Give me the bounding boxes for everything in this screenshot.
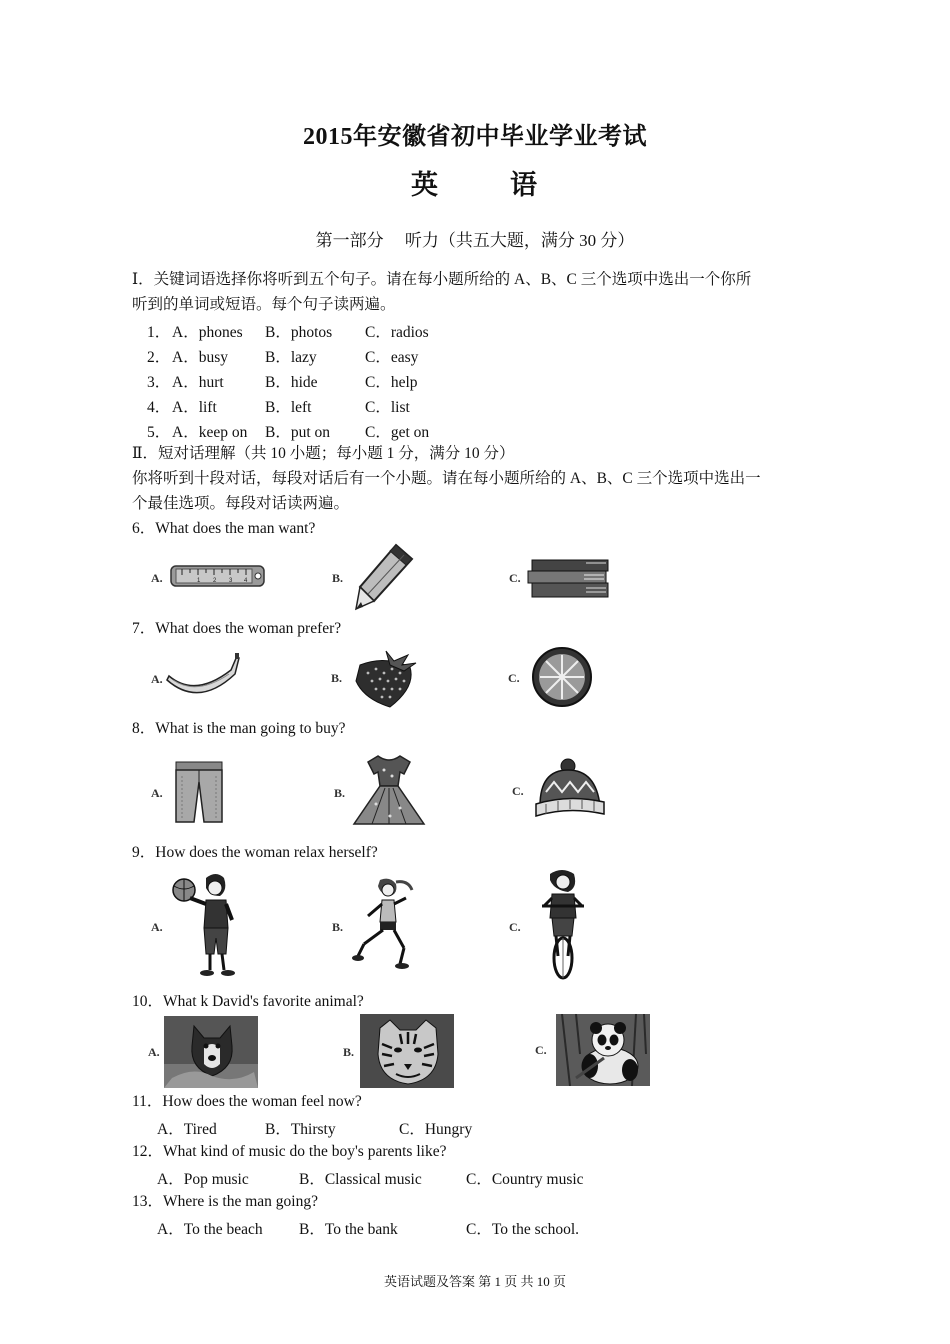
option-b: B．Thirsty	[265, 1121, 336, 1138]
page-footer: 英语试题及答案 第 1 页 共 10 页	[383, 1274, 566, 1289]
question-6: 6．What does the man want?	[132, 520, 316, 537]
girl-basketball-icon	[170, 870, 242, 982]
books-icon	[526, 556, 612, 602]
section2-intro-line2: 个最佳选项。每段对话读两遍。	[132, 495, 350, 512]
item-number: 3．	[147, 374, 171, 391]
pencil-icon	[352, 543, 416, 613]
tiger-photo	[360, 1014, 454, 1088]
jeans-icon	[172, 760, 226, 824]
ruler-tick-label: 1	[197, 578, 201, 584]
q7-label-b: B.	[331, 671, 343, 685]
question-7: 7．What does the woman prefer?	[132, 620, 342, 637]
q9-label-b: B.	[332, 920, 344, 934]
wool-hat-icon	[532, 758, 608, 820]
option-c: C．easy	[365, 349, 419, 366]
section1-intro-line2: 听到的单词或短语。每个句子读两遍。	[132, 296, 396, 313]
option-a: A．phones	[172, 324, 243, 341]
page-title: 2015年安徽省初中毕业学业考试	[303, 124, 647, 150]
q8-label-c: C.	[512, 784, 524, 798]
ruler-tick-label: 2	[213, 578, 217, 584]
q6-label-c: C.	[509, 571, 521, 585]
dog-photo	[164, 1016, 258, 1088]
question-13: 13．Where is the man going?	[132, 1193, 318, 1210]
option-c: C．Hungry	[399, 1121, 473, 1138]
option-c: C．Country music	[466, 1171, 584, 1188]
option-c: C．list	[365, 399, 410, 416]
option-a: A．hurt	[172, 374, 224, 391]
option-a: A．keep on	[172, 424, 248, 441]
q8-label-a: A.	[151, 786, 163, 800]
banana-icon	[165, 652, 241, 700]
q6-label-b: B.	[332, 571, 344, 585]
option-b: B．To the bank	[299, 1221, 398, 1238]
strawberry-icon	[350, 647, 420, 711]
question-9: 9．How does the woman relax herself?	[132, 844, 378, 861]
question-10: 10．What k David's favorite animal?	[132, 993, 364, 1010]
option-c: C．help	[365, 374, 418, 391]
part-heading: 第一部分 听力（共五大题，满分 30 分）	[315, 231, 635, 250]
option-a: A．To the beach	[157, 1221, 263, 1238]
girl-cycling-icon	[538, 866, 588, 982]
subject-title	[0, 163, 950, 202]
q7-label-a: A.	[151, 672, 163, 686]
q9-label-a: A.	[151, 920, 163, 934]
option-b: B．left	[265, 399, 312, 416]
q9-label-c: C.	[509, 920, 521, 934]
option-c: C．get on	[365, 424, 430, 441]
ruler-tick-label: 4	[244, 578, 248, 584]
q10-label-b: B.	[343, 1045, 355, 1059]
option-a: A．Tired	[157, 1121, 217, 1138]
option-a: A．Pop music	[157, 1171, 249, 1188]
option-a: A．lift	[172, 399, 217, 416]
option-c: C．radios	[365, 324, 429, 341]
question-12: 12．What kind of music do the boy's parents like?	[132, 1143, 447, 1160]
option-b: B．lazy	[265, 349, 317, 366]
subject-char-1: 英	[411, 170, 440, 200]
item-number: 4．	[147, 399, 171, 416]
subject-char-2: 语	[510, 170, 539, 200]
q10-label-c: C.	[535, 1043, 547, 1057]
option-b: B．photos	[265, 324, 333, 341]
ruler-tick-label: 3	[229, 578, 233, 584]
q6-label-a: A.	[151, 571, 163, 585]
section2-intro-line1: 你将听到十段对话，每段对话后有一个小题。请在每小题所给的 A、B、C 三个选项中选出一	[132, 470, 761, 487]
section2-heading: Ⅱ．短对话理解（共 10 小题；每小题 1 分，满分 10 分）	[132, 445, 515, 462]
option-b: B．hide	[265, 374, 318, 391]
option-c: C．To the school.	[466, 1221, 580, 1238]
dress-icon	[350, 752, 428, 828]
option-b: B．put on	[265, 424, 331, 441]
question-8: 8．What is the man going to buy?	[132, 720, 346, 737]
q7-label-c: C.	[508, 671, 520, 685]
option-b: B．Classical music	[299, 1171, 422, 1188]
q10-label-a: A.	[148, 1045, 160, 1059]
section1-intro-line1: Ⅰ．关键词语选择你将听到五个句子。请在每小题所给的 A、B、C 三个选项中选出一个你所	[132, 271, 752, 288]
girl-running-icon	[350, 876, 422, 972]
q8-label-b: B.	[334, 786, 346, 800]
orange-icon	[530, 645, 594, 709]
option-a: A．busy	[172, 349, 228, 366]
question-11: 11．How does the woman feel now?	[132, 1093, 362, 1110]
item-number: 5．	[147, 424, 171, 441]
ruler-icon	[170, 563, 266, 589]
panda-photo	[556, 1014, 650, 1086]
item-number: 2．	[147, 349, 171, 366]
item-number: 1．	[147, 324, 171, 341]
